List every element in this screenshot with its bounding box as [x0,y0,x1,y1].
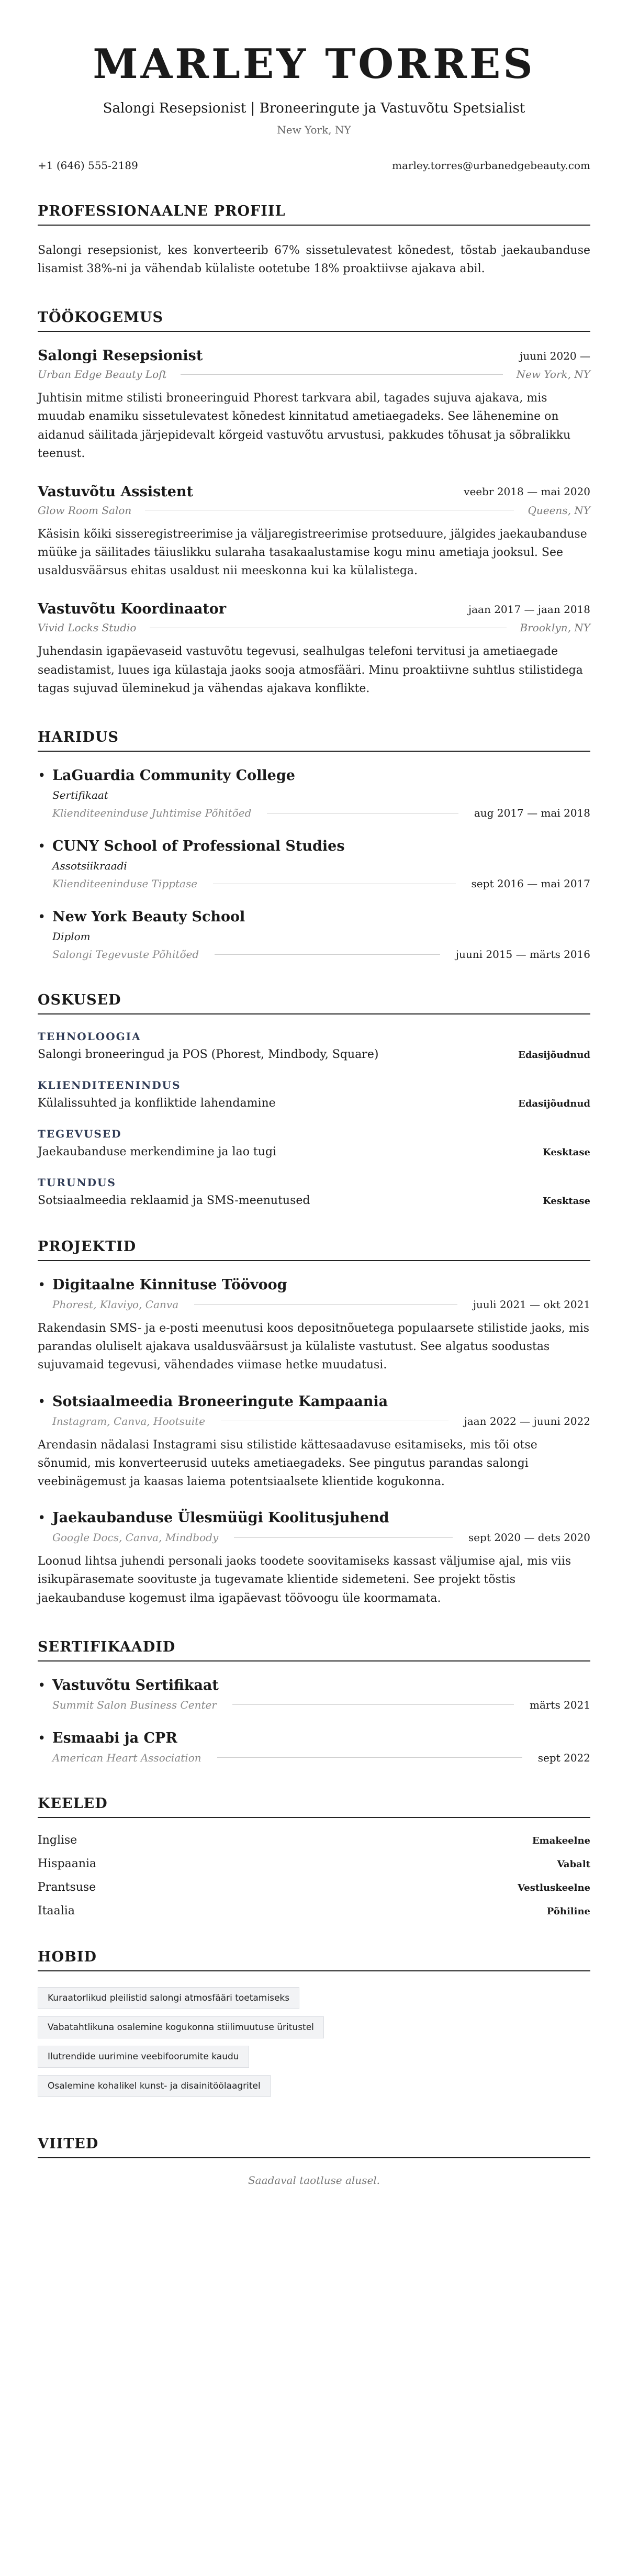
education-dates: sept 2016 — mai 2017 [471,877,590,890]
job-location: New York, NY [516,368,590,381]
job-description: Juhtisin mitme stilisti broneeringuid Phorest tarkvara abil, tagades sujuva ajakava, mis muudab enamiku sissetulevatest kõnedest kinnitatud ametiaegadeks. See lähenemine on aidanud säilitada järjepidevalt kõrgeid vastuvõtu arvustusi, pakkudes tõhusat ja sõbralikku teenust. [38,392,571,460]
job-title: Vastuvõtu Koordinaator [38,601,227,618]
certificate-name: Vastuvõtu Sertifikaat [52,1677,219,1693]
language-name: Inglise [38,1833,77,1847]
divider-line [234,1537,453,1538]
skill-group [38,1030,590,1061]
language-level: Vestluskeelne [517,1882,590,1893]
section-title: KEELED [38,1796,590,1818]
hobby-tag: Kuraatorlikud pleilistid salongi atmosfääri toetamiseks [38,1987,299,2009]
skill-name: Sotsiaalmeedia reklaamid ja SMS-meenutused [38,1194,310,1208]
skill-group [38,1079,590,1110]
bullet-icon: • [38,1730,46,1746]
skill-category: TEHNOLOOGIA [38,1030,141,1043]
section-title: HOBID [38,1949,590,1971]
project-entry [38,1510,590,1608]
school-name: CUNY School of Professional Studies [52,838,345,855]
certificate-date: märts 2021 [529,1698,590,1711]
profile-section [38,203,590,278]
skill-level: Kesktase [543,1147,590,1158]
project-dates: sept 2020 — dets 2020 [468,1531,590,1544]
section-title: HARIDUS [38,729,590,752]
contact-row [38,159,590,172]
degree: Assotsiikraadi [52,860,127,873]
language-name: Hispaania [38,1857,97,1870]
divider-line [232,1704,514,1705]
experience-section [38,309,590,698]
hobby-tag: Vabatahtlikuna osalemine kogukonna stiilimuutuse üritustel [38,2016,324,2038]
skill-name: Salongi broneeringud ja POS (Phorest, Mindbody, Square) [38,1048,379,1062]
project-name: Jaekaubanduse Ülesmüügi Koolitusjuhend [52,1510,389,1526]
skills-section [38,992,590,1207]
job-company: Urban Edge Beauty Loft [38,368,167,381]
job-dates: veebr 2018 — mai 2020 [464,485,590,498]
education-entry [38,909,590,961]
certificate-entry [38,1677,590,1711]
section-title: PROFESSIONAALNE PROFIIL [38,203,590,226]
project-dates: jaan 2022 — juuni 2022 [464,1414,590,1428]
language-row [38,1881,590,1894]
hobby-tag: Osalemine kohalikel kunst- ja disainitöölaagritel [38,2075,271,2097]
job-description: Juhendasin igapäevaseid vastuvõtu tegevusi, sealhulgas telefoni tervitusi ja ametiaegade seadistamist, luues iga külastaja jaoks sooja atmosfääri. Minu proaktiivne suhtlus stilistidega tagas sujuvad üleminekud ja vähendas ajakava konflikte. [38,645,583,695]
skill-level: Edasijõudnud [518,1050,590,1061]
education-entry [38,767,590,819]
job-title: Salongi Resepsionist [38,348,203,364]
language-name: Prantsuse [38,1880,96,1894]
field-of-study: Klienditeeninduse Tipptase [52,877,198,890]
bullet-icon: • [38,839,46,855]
education-entry [38,838,590,890]
hobby-tags [38,1987,590,2104]
skill-level: Kesktase [543,1196,590,1207]
bullet-icon: • [38,1393,46,1410]
language-level: Emakeelne [532,1835,590,1846]
project-description: Rakendasin SMS- ja e-posti meenutusi koos depositnõuetega populaarsete stilistide jaoks, mis parandas oluliselt ajakava usaldusväärsust ja külaliste vastutust. See algatus soodustas sujuvamaid tegevusi, vähendades viimase hetke muudatusi. [38,1322,590,1372]
job-location: Queens, NY [528,504,590,517]
project-dates: juuli 2021 — okt 2021 [473,1298,590,1311]
project-description: Loonud lihtsa juhendi personali jaoks toodete soovitamiseks kassast väljumise ajal, mis viis isikupärasemate soovituste ja tugevamate klientide sidemeteni. See projekt tõstis jaekaubanduse kogemust ilma igapäevast töövoogu üle koormamata. [38,1555,571,1605]
field-of-study: Klienditeeninduse Juhtimise Põhitõed [52,807,252,820]
language-row [38,1857,590,1870]
projects-section [38,1239,590,1608]
project-entry [38,1393,590,1491]
certificate-date: sept 2022 [537,1751,590,1764]
job-dates: juuni 2020 — [520,349,590,362]
education-dates: aug 2017 — mai 2018 [474,807,590,820]
certificate-entry [38,1730,590,1764]
job-dates: jaan 2017 — jaan 2018 [468,603,590,616]
school-name: New York Beauty School [52,909,245,925]
education-dates: juuni 2015 — märts 2016 [455,948,590,961]
phone: +1 (646) 555-2189 [38,159,138,172]
bullet-icon: • [38,768,46,784]
job-entry [38,484,590,581]
education-section [38,729,590,961]
job-entry [38,601,590,698]
certificate-issuer: American Heart Association [52,1751,201,1764]
certificate-issuer: Summit Salon Business Center [52,1698,217,1711]
project-tools: Google Docs, Canva, Mindbody [52,1531,219,1544]
school-name: LaGuardia Community College [52,767,295,784]
hobbies-section [38,1949,590,2104]
project-description: Arendasin nädalasi Instagrami sisu stilistide kättesaadavuse esitamiseks, mis tõi otse sõnumid, mis konverteerusid uuteks ametiaegadeks. See pingutus parandas salongi veebinägemust ja kaasas laiema potentsiaalsete klientide kogukonna. [38,1438,537,1488]
skill-group [38,1128,590,1158]
job-entry [38,348,590,463]
candidate-name: MARLEY TORRES [93,40,535,88]
project-name: Sotsiaalmeedia Broneeringute Kampaania [52,1393,388,1410]
project-name: Digitaalne Kinnituse Töövoog [52,1277,287,1293]
email: marley.torres@urbanedgebeauty.com [392,159,590,172]
section-title: OSKUSED [38,992,590,1014]
project-tools: Phorest, Klaviyo, Canva [52,1298,179,1311]
bullet-icon: • [38,909,46,925]
skill-category: KLIENDITEENINDUS [38,1079,181,1092]
headline: Salongi Resepsionist | Broneeringute ja Vastuvõtu Spetsialist [103,100,525,116]
section-title: VIITED [38,2136,590,2158]
degree: Diplom [52,930,91,943]
hobby-tag: Ilutrendide uurimine veebifoorumite kaudu [38,2046,249,2068]
location: New York, NY [277,123,351,136]
skill-name: Külalissuhted ja konfliktide lahendamine [38,1097,276,1110]
languages-section [38,1796,590,1917]
degree: Sertifikaat [52,789,108,802]
language-row [38,1904,590,1917]
references-text: Saadaval taotluse alusel. [248,2173,380,2187]
language-row [38,1834,590,1847]
section-title: PROJEKTID [38,1239,590,1261]
bullet-icon: • [38,1677,46,1693]
section-title: SERTIFIKAADID [38,1639,590,1661]
bullet-icon: • [38,1277,46,1293]
field-of-study: Salongi Tegevuste Põhitõed [52,948,199,961]
job-location: Brooklyn, NY [520,621,590,634]
divider-line [217,1757,522,1758]
divider-line [181,374,503,375]
project-tools: Instagram, Canva, Hootsuite [52,1414,205,1428]
language-level: Vabalt [557,1858,590,1870]
skill-level: Edasijõudnud [518,1098,590,1110]
profile-text: Salongi resepsionist, kes konverteerib 67% sissetulevatest kõnedest, tõstab jaekaubanduse lisamist 38%-ni ja vähendab külaliste ootetube 18% proaktiivse ajakava abil. [38,243,590,275]
section-title: TÖÖKOGEMUS [38,309,590,332]
skill-category: TURUNDUS [38,1176,116,1189]
job-company: Vivid Locks Studio [38,621,137,634]
job-description: Käsisin kõiki sisseregistreerimise ja väljaregistreerimise protseduure, jälgides jaekaubanduse müüke ja säilitades täiuslikku sularaha tasakaalustamise kogu minu ametiaja jooksul. See usaldusväärsus ehitas usaldust nii meeskonna kui ka külalistega. [38,527,587,578]
certificate-name: Esmaabi ja CPR [52,1730,177,1746]
bullet-icon: • [38,1510,46,1526]
project-entry [38,1277,590,1375]
references-section [38,2136,590,2187]
skill-category: TEGEVUSED [38,1128,122,1141]
language-level: Põhiline [546,1905,590,1917]
language-name: Itaalia [38,1904,75,1917]
skill-name: Jaekaubanduse merkendimine ja lao tugi [38,1145,277,1159]
divider-line [194,1304,457,1305]
divider-line [215,954,440,955]
certificates-section [38,1639,590,1764]
skill-group [38,1176,590,1207]
job-title: Vastuvõtu Assistent [38,483,194,500]
job-company: Glow Room Salon [38,504,132,517]
